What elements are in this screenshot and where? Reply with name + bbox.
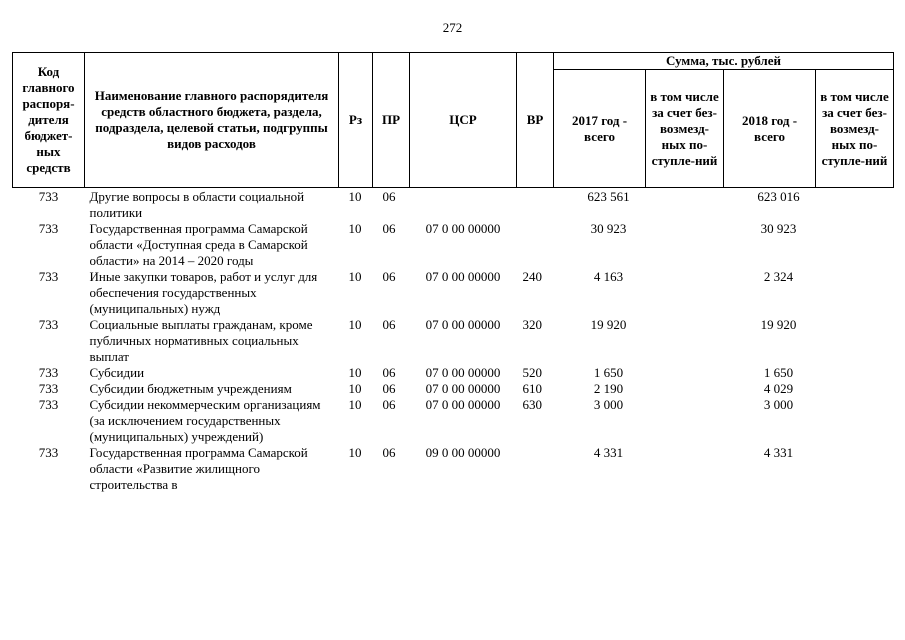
cell-code: 733 — [38, 221, 59, 236]
cell-v2018-free — [816, 397, 894, 445]
cell-v2018: 1 650 — [763, 365, 794, 380]
header-sum-group: Сумма, тыс. рублей — [554, 53, 894, 70]
cell-rz: 10 — [348, 221, 362, 236]
cell-name: Субсидии некоммерческим организациям (за исключением государственных (муниципальных) учреждений) — [89, 397, 321, 444]
table-row — [13, 381, 894, 397]
cell-vr: 320 — [522, 317, 542, 332]
cell-v2017: 4 163 — [593, 269, 624, 284]
cell-v2017-free — [646, 317, 724, 365]
cell-v2017: 4 331 — [593, 445, 624, 460]
cell-csr: 07 0 00 00000 — [425, 397, 501, 412]
cell-name: Социальные выплаты гражданам, кроме публичных нормативных социальных выплат — [89, 317, 313, 364]
table-row — [13, 188, 894, 222]
cell-name: Субсидии бюджетным учреждениям — [89, 381, 292, 396]
cell-vr — [517, 221, 554, 269]
cell-v2017-free — [646, 221, 724, 269]
cell-csr: 09 0 00 00000 — [425, 445, 501, 460]
cell-vr — [517, 188, 554, 222]
table-row — [13, 269, 894, 317]
header-2017-total: 2017 год - всего — [554, 70, 646, 188]
cell-v2017-free — [646, 445, 724, 493]
table-body — [13, 188, 894, 494]
cell-code: 733 — [38, 317, 59, 332]
cell-v2017: 1 650 — [593, 365, 624, 380]
cell-code: 733 — [38, 189, 59, 204]
header-code: Код главного распоря-дителя бюджет-ных средств — [13, 53, 85, 188]
cell-csr — [410, 188, 517, 222]
cell-vr: 610 — [522, 381, 542, 396]
header-2017-free: в том числе за счет без-возмезд-ных по-ступле-ний — [646, 70, 724, 188]
table-row — [13, 365, 894, 381]
cell-v2018: 30 923 — [760, 221, 797, 236]
cell-pr: 06 — [382, 221, 396, 236]
cell-v2018-free — [816, 188, 894, 222]
cell-v2018: 4 029 — [763, 381, 794, 396]
cell-code: 733 — [38, 397, 59, 412]
cell-v2018-free — [816, 365, 894, 381]
cell-rz: 10 — [348, 317, 362, 332]
cell-v2018: 3 000 — [763, 397, 794, 412]
cell-pr: 06 — [382, 269, 396, 284]
cell-v2018-free — [816, 381, 894, 397]
cell-pr: 06 — [382, 365, 396, 380]
cell-v2018: 623 016 — [757, 189, 800, 204]
cell-vr: 520 — [522, 365, 542, 380]
cell-csr: 07 0 00 00000 — [425, 317, 501, 332]
cell-v2018-free — [816, 269, 894, 317]
cell-name: Иные закупки товаров, работ и услуг для обеспечения государственных (муниципальных) нужд — [89, 269, 318, 316]
table-row — [13, 221, 894, 269]
cell-v2017-free — [646, 365, 724, 381]
cell-v2017: 3 000 — [593, 397, 624, 412]
cell-v2018-free — [816, 221, 894, 269]
cell-rz: 10 — [348, 381, 362, 396]
cell-v2018: 2 324 — [763, 269, 794, 284]
cell-pr: 06 — [382, 397, 396, 412]
cell-code: 733 — [38, 269, 59, 284]
cell-pr: 06 — [382, 317, 396, 332]
cell-v2017: 2 190 — [593, 381, 624, 396]
cell-v2018: 4 331 — [763, 445, 794, 460]
cell-v2017-free — [646, 397, 724, 445]
cell-vr — [517, 445, 554, 493]
cell-rz: 10 — [348, 269, 362, 284]
cell-rz: 10 — [348, 365, 362, 380]
cell-name: Государственная программа Самарской области «Доступная среда в Самарской области» на 2014 – 2020 годы — [89, 221, 308, 268]
table-row — [13, 317, 894, 365]
cell-v2017: 19 920 — [590, 317, 627, 332]
cell-rz: 10 — [348, 445, 362, 460]
table-row — [13, 445, 894, 493]
cell-v2017-free — [646, 381, 724, 397]
cell-pr: 06 — [382, 189, 396, 204]
cell-csr: 07 0 00 00000 — [425, 365, 501, 380]
cell-name: Другие вопросы в области социальной политики — [89, 189, 305, 220]
cell-v2018: 19 920 — [760, 317, 797, 332]
header-pr: ПР — [373, 53, 410, 188]
header-csr: ЦСР — [410, 53, 517, 188]
cell-vr: 630 — [522, 397, 542, 412]
cell-csr: 07 0 00 00000 — [425, 381, 501, 396]
cell-v2017-free — [646, 269, 724, 317]
cell-rz: 10 — [348, 189, 362, 204]
header-name: Наименование главного распорядителя средств областного бюджета, раздела, подраздела, целевой статьи, подгруппы видов расходов — [85, 53, 339, 188]
cell-pr: 06 — [382, 381, 396, 396]
header-2018-total: 2018 год - всего — [724, 70, 816, 188]
cell-name: Субсидии — [89, 365, 145, 380]
cell-name: Государственная программа Самарской области «Развитие жилищного строительства в — [89, 445, 308, 492]
header-rz: Рз — [339, 53, 373, 188]
cell-code: 733 — [38, 365, 59, 380]
cell-vr: 240 — [522, 269, 542, 284]
cell-rz: 10 — [348, 397, 362, 412]
cell-v2017-free — [646, 188, 724, 222]
cell-code: 733 — [38, 445, 59, 460]
cell-pr: 06 — [382, 445, 396, 460]
cell-code: 733 — [38, 381, 59, 396]
page-number: 272 — [442, 20, 463, 35]
budget-table — [12, 52, 894, 493]
cell-v2017: 623 561 — [587, 189, 630, 204]
cell-csr: 07 0 00 00000 — [425, 269, 501, 284]
header-vr: ВР — [517, 53, 554, 188]
table-row — [13, 397, 894, 445]
cell-v2017: 30 923 — [590, 221, 627, 236]
cell-csr: 07 0 00 00000 — [425, 221, 501, 236]
cell-v2018-free — [816, 445, 894, 493]
header-2018-free: в том числе за счет без-возмезд-ных по-ступле-ний — [816, 70, 894, 188]
cell-v2018-free — [816, 317, 894, 365]
